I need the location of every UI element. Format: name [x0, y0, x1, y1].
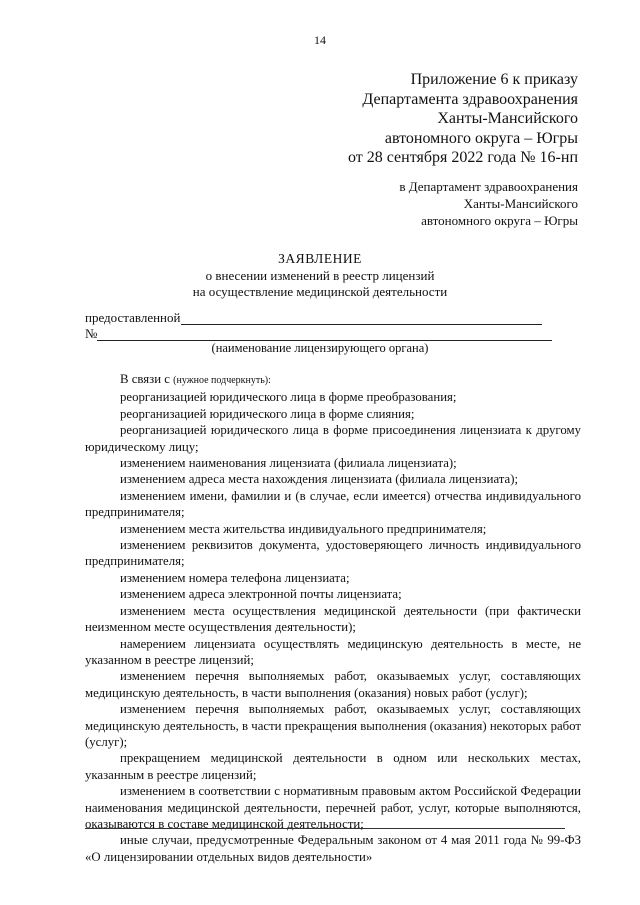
addressee-block [399, 178, 578, 229]
list-item: прекращением медицинской деятельности в одном или нескольких местах, указанным в реестре лицензий; [85, 751, 581, 782]
list-item: изменением адреса электронной почты лицензиата; [120, 587, 402, 602]
list-item: изменением перечня выполняемых работ, оказываемых услуг, составляющих медицинскую деятельность, в части выполнения (оказания) новых работ (услуг); [85, 669, 581, 700]
appendix-line: от 28 сентября 2022 года № 16-нп [347, 149, 578, 166]
list-item: изменением адреса места нахождения лицензиата (филиала лицензиата); [120, 472, 519, 487]
list-item: изменением перечня выполняемых работ, оказываемых услуг, составляющих медицинскую деятельность, в части прекращения выполнения (оказания) некоторых работ (услуг); [85, 702, 581, 749]
appendix-line: Департамента здравоохранения [362, 90, 578, 108]
list-item: реорганизацией юридического лица в форме слияния; [120, 406, 415, 421]
intro-text: В связи с [120, 372, 170, 386]
list-item: изменением места жительства индивидуального предпринимателя; [120, 521, 487, 536]
title-block [0, 250, 640, 299]
addressee-line: в Департамент здравоохранения [399, 179, 578, 194]
list-item: реорганизацией юридического лица в форме присоединения лицензиата к другому юридическому лицу; [85, 423, 581, 454]
licensing-body-field-line[interactable] [181, 324, 542, 325]
document-title: ЗАЯВЛЕНИЕ [278, 251, 362, 266]
list-item: иные случаи, предусмотренные Федеральным законом от 4 мая 2011 года № 99-ФЗ «О лицензировании отдельных видов деятельности» [85, 833, 581, 864]
document-subtitle: о внесении изменений в реестр лицензий [205, 268, 435, 283]
appendix-line: Приложение 6 к приказу [410, 71, 578, 88]
intro-note: (нужное подчеркнуть): [173, 375, 271, 386]
addressee-line: Ханты-Мансийского [463, 196, 578, 211]
document-subtitle: на осуществление медицинской деятельности [192, 283, 448, 299]
appendix-line: автономного округа – Югры [384, 129, 578, 147]
addressee-line: автономного округа – Югры [421, 213, 578, 228]
list-item: изменением реквизитов документа, удостоверяющего личность индивидуального предпринимателя; [85, 538, 581, 569]
intro-line [85, 371, 581, 389]
list-item: изменением имени, фамилии и (в случае, если имеется) отчества индивидуального предпринимателя; [85, 488, 581, 520]
list-item: изменением в соответствии с нормативным правовым актом Российской Федерации наименования медицинской деятельности, перечней работ, услуг, которые выполняются, оказываются в составе медицинской деятельности; [85, 784, 581, 831]
list-item: изменением наименования лицензиата (филиала лицензиата); [120, 456, 457, 471]
number-label: № [85, 326, 98, 341]
list-item: изменением номера телефона лицензиата; [120, 570, 350, 585]
appendix-line: Ханты-Мансийского [437, 110, 578, 127]
page-number: 14 [314, 33, 326, 47]
list-item: намерением лицензиата осуществлять медицинскую деятельность в месте, не указанном в реестре лицензий; [85, 636, 581, 667]
field-caption: (наименование лицензирующего органа) [211, 341, 429, 355]
reasons-list [85, 371, 581, 865]
list-item: реорганизацией юридического лица в форме преобразования; [120, 390, 457, 405]
appendix-header [348, 70, 578, 168]
provided-label: предоставленной [85, 310, 181, 325]
bottom-rule [85, 828, 565, 829]
list-item: изменением места осуществления медицинской деятельности (при фактически неизменном месте осуществления деятельности); [85, 603, 581, 635]
